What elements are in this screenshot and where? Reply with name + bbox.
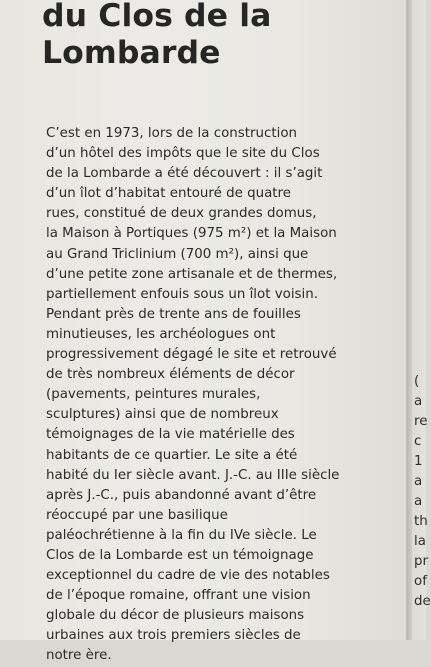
body-line: d’une petite zone artisanale et de thermes, (46, 266, 338, 282)
body-line: habitants de ce quartier. Le site a été (46, 447, 298, 463)
body-line: réoccupé par une basilique (46, 507, 228, 523)
adjacent-fragment: a (414, 494, 423, 509)
body-line: sculptures) ainsi que de nombreux (46, 407, 279, 423)
body-line: témoignages de la vie matérielle des (46, 427, 295, 443)
adjacent-fragment: re (414, 414, 428, 429)
body-line: de la Lombarde a été découvert : il s’agit (46, 166, 323, 182)
adjacent-fragment: pr (414, 554, 429, 569)
adjacent-fragment: ( (414, 374, 420, 389)
body-line: habité du Ier siècle avant. J.-C. au IIIe siècle (46, 467, 340, 483)
body-line: Clos de la Lombarde est un témoignage (46, 547, 314, 563)
body-line: C’est en 1973, lors de la construction (46, 126, 298, 141)
body-line: urbaines aux trois premiers siècles de (46, 628, 301, 644)
title-line: Lombarde (42, 35, 221, 71)
adjacent-fragment: a (414, 394, 423, 409)
body-line: rues, constitué de deux grandes domus, (46, 206, 317, 222)
adjacent-fragment: la (414, 534, 426, 549)
panel-body-text (46, 124, 366, 667)
adjacent-fragment: de (414, 594, 431, 609)
adjacent-fragment: of (414, 574, 427, 589)
body-line: partiellement enfouis sous un îlot voisin. (46, 286, 318, 302)
body-line: de très nombreux éléments de décor (46, 367, 295, 383)
body-line: après J.-C., puis abandonné avant d’être (46, 487, 317, 503)
adjacent-fragment: a (414, 474, 423, 489)
body-line: de l’époque romaine, offrant une vision (46, 588, 311, 604)
panel-title (42, 0, 271, 72)
body-line: paléochrétienne à la fin du IVe siècle. Le (46, 527, 317, 543)
body-line: d’un hôtel des impôts que le site du Clos (46, 146, 320, 162)
body-line: exceptionnel du cadre de vie des notables (46, 568, 330, 584)
adjacent-fragment: c (414, 434, 422, 449)
body-line: d’un îlot d’habitat entouré de quatre (46, 186, 292, 202)
body-line: la Maison à Portiques (975 m²) et la Maison (46, 226, 337, 242)
body-line: Pendant près de trente ans de fouilles (46, 306, 301, 322)
body-line: minutieuses, les archéologues ont (46, 326, 276, 342)
body-line: notre ère. (46, 648, 112, 664)
body-line: (pavements, peintures murales, (46, 387, 261, 403)
body-line: globale du décor de plusieurs maisons (46, 608, 305, 624)
body-line: progressivement dégagé le site et retrouvé (46, 347, 337, 363)
adjacent-fragment: 1 (414, 454, 423, 469)
adjacent-fragment: th (414, 514, 428, 529)
title-line: du Clos de la (42, 0, 272, 34)
body-line: au Grand Triclinium (700 m²), ainsi que (46, 246, 309, 262)
